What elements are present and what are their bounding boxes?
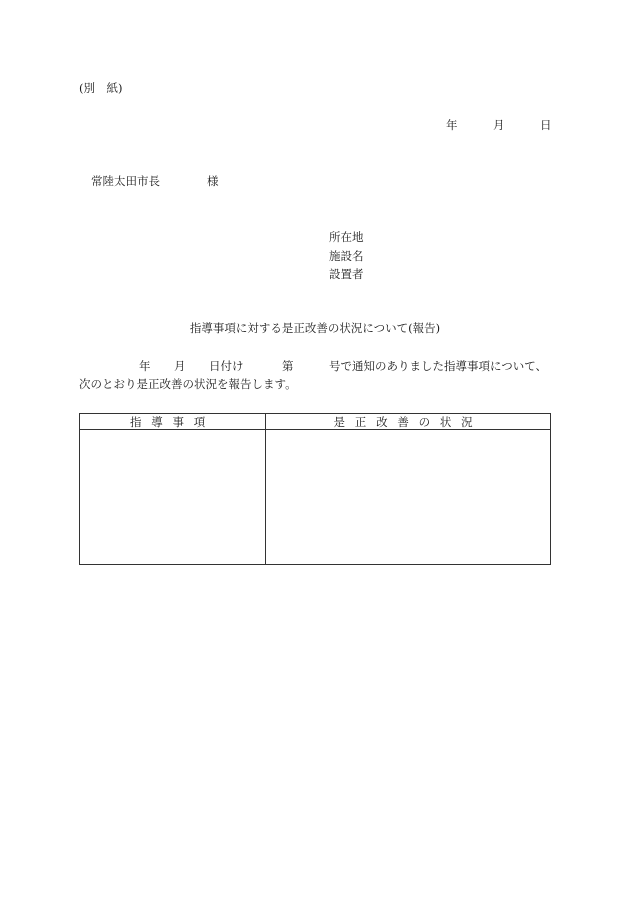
body-month-label: 月	[174, 359, 186, 373]
table-header-guidance: 指導事項	[129, 415, 216, 429]
report-table	[79, 413, 551, 565]
honorific: 様	[207, 174, 219, 188]
body-year-label: 年	[139, 359, 151, 373]
body-dated-label: 日付け	[209, 359, 244, 373]
body-number-prefix: 第	[282, 359, 294, 373]
correction-status-cell[interactable]	[266, 430, 550, 564]
body-line-2: 次のとおり是正改善の状況を報告します。	[79, 377, 297, 391]
date-month-label: 月	[493, 118, 505, 132]
body-line1-text: 号で通知のありました指導事項について、	[329, 359, 548, 373]
attachment-label: (別 紙)	[79, 81, 123, 95]
addressee: 常陸太田市長	[91, 174, 160, 188]
founder-label: 設置者	[329, 267, 364, 281]
date-year-label: 年	[446, 118, 458, 132]
report-title: 指導事項に対する是正改善の状況について(報告)	[189, 321, 441, 335]
location-label: 所在地	[329, 230, 364, 244]
facility-name-label: 施設名	[329, 248, 364, 263]
guidance-items-cell[interactable]	[80, 430, 265, 564]
applicant-info	[329, 232, 364, 288]
table-header-correction-status: 是正改善の状況	[333, 415, 483, 429]
date-day-label: 日	[540, 118, 552, 132]
